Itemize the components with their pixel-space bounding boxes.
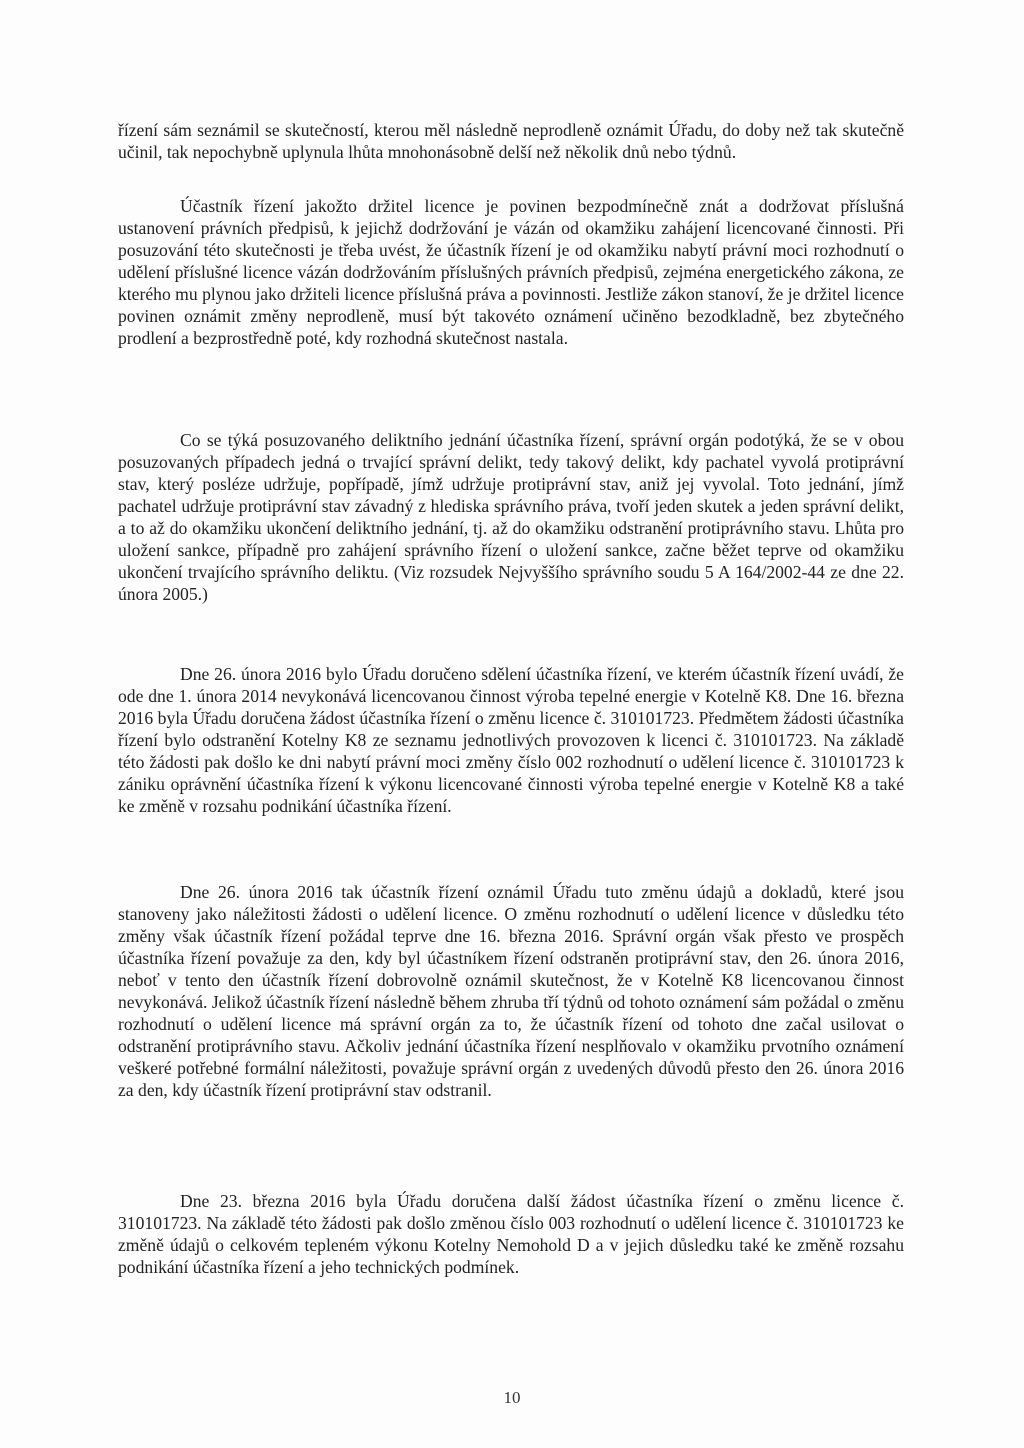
paragraph-3 xyxy=(118,429,904,605)
paragraph-2-text: Účastník řízení jakožto držitel licence je povinen bezpodmínečně znát a dodržovat příslušná ustanovení právních předpisů, k jejichž dodržování je vázán od okamžiku zahájení licencované činnosti. Při posuzování této skutečnosti je třeba uvést, že účastník řízení je od okamžiku nabytí právní moci rozhodnutí o udělení příslušné licence vázán dodržováním příslušných právních předpisů, zejména energetického zákona, ze kterého mu plynou jako držiteli licence příslušná práva a povinnosti. Jestliže zákon stanoví, že je držitel licence povinen oznámit změny neprodleně, musí být takovéto oznámení učiněno bezodkladně, bez zbytečného prodlení a bezprostředně poté, kdy rozhodná skutečnost nastala. xyxy=(118,196,904,348)
paragraph-4 xyxy=(118,663,904,817)
paragraph-1-text: řízení sám seznámil se skutečností, kterou měl následně neprodleně oznámit Úřadu, do doby než tak skutečně učinil, tak nepochybně uplynula lhůta mnohonásobně delší než několik dnů nebo týdnů. xyxy=(118,120,904,162)
paragraph-6 xyxy=(118,1190,904,1278)
paragraph-3-text: Co se týká posuzovaného deliktního jednání účastníka řízení, správní orgán podotýká, že se v obou posuzovaných případech jedná o trvající správní delikt, tedy takový delikt, kdy pachatel vyvolá protiprávní stav, který posléze udržuje, popřípadě, jímž udržuje protiprávní stav, aniž jej vyvolal. Toto jednání, jímž pachatel udržuje protiprávní stav závadný z hlediska správního práva, tvoří jeden skutek a jeden správní delikt, a to až do okamžiku ukončení deliktního jednání, tj. až do okamžiku odstranění protiprávního stavu. Lhůta pro uložení sankce, případně pro zahájení správního řízení o uložení sankce, začne běžet teprve od okamžiku ukončení trvajícího správního deliktu. (Viz rozsudek Nejvyššího správního soudu 5 A 164/2002-44 ze dne 22. února 2005.) xyxy=(118,430,904,604)
paragraph-2 xyxy=(118,195,904,349)
paragraph-6-text: Dne 23. března 2016 byla Úřadu doručena další žádost účastníka řízení o změnu licence č. 310101723. Na základě této žádosti pak došlo změnou číslo 003 rozhodnutí o udělení licence č. 310101723 ke změně údajů o celkovém tepleném výkonu Kotelny Nemohold D a v jejich důsledku také ke změně rozsahu podnikání účastníka řízení a jeho technických podmínek. xyxy=(118,1191,904,1277)
paragraph-5 xyxy=(118,881,904,1101)
paragraph-1 xyxy=(118,119,904,163)
paragraph-4-text: Dne 26. února 2016 bylo Úřadu doručeno sdělení účastníka řízení, ve kterém účastník řízení uvádí, že ode dne 1. února 2014 nevykonává licencovanou činnost výroba tepelné energie v Kotelně K8. Dne 16. března 2016 byla Úřadu doručena žádost účastníka řízení o změnu licence č. 310101723. Předmětem žádosti účastníka řízení bylo odstranění Kotelny K8 ze seznamu jednotlivých provozoven k licenci č. 310101723. Na základě této žádosti pak došlo ke dni nabytí právní moci změny číslo 002 rozhodnutí o udělení licence č. 310101723 k zániku oprávnění účastníka řízení k výkonu licencované činnosti výroba tepelné energie v Kotelně K8 a také ke změně v rozsahu podnikání účastníka řízení. xyxy=(118,664,904,816)
page-number: 10 xyxy=(503,1388,521,1407)
paragraph-5-text: Dne 26. února 2016 tak účastník řízení oznámil Úřadu tuto změnu údajů a dokladů, které jsou stanoveny jako náležitosti žádosti o udělení licence. O změnu rozhodnutí o udělení licence v důsledku této změny však účastník řízení požádal teprve dne 16. března 2016. Správní orgán však přesto ve prospěch účastníka řízení považuje za den, kdy byl účastníkem řízení odstraněn protiprávní stav, den 26. února 2016, neboť v tento den účastník řízení dobrovolně oznámil skutečnost, že v Kotelně K8 licencovanou činnost nevykonává. Jelikož účastník řízení následně během zhruba tří týdnů od tohoto oznámení sám požádal o změnu rozhodnutí o udělení licence má správní orgán za to, že účastník řízení od tohoto dne začal usilovat o odstranění protiprávního stavu. Ačkoliv jednání účastníka řízení nesplňovalo v okamžiku prvotního oznámení veškeré potřebné formální náležitosti, považuje správní orgán z uvedených důvodů přesto den 26. února 2016 za den, kdy účastník řízení protiprávní stav odstranil. xyxy=(118,882,904,1100)
